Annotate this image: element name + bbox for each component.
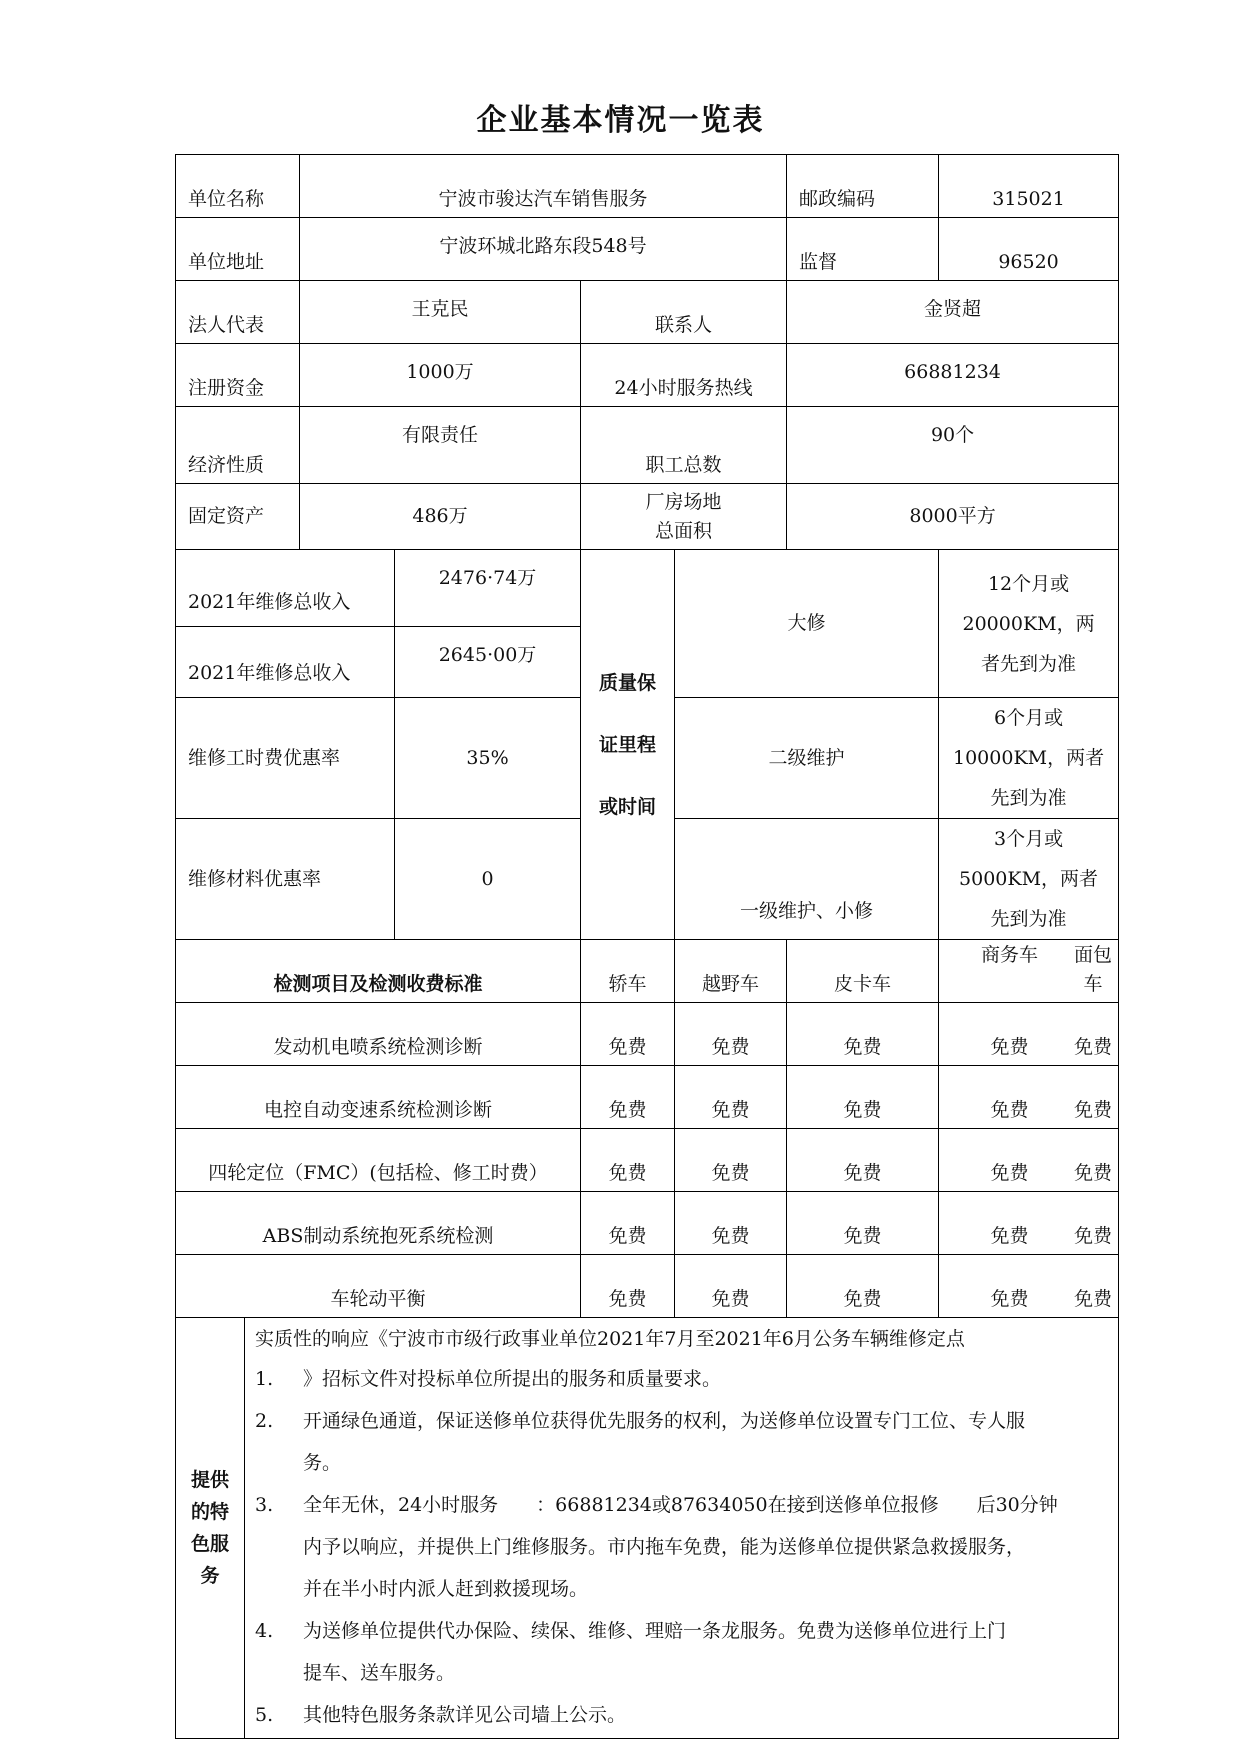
vehicle-type-header: [939, 940, 1119, 1003]
fee-cell: 免费: [1074, 1098, 1113, 1121]
fee-cell: 免费: [581, 1003, 675, 1066]
row-revenue-1: [176, 550, 1119, 627]
revenue-1-value: 2476·74万: [395, 550, 581, 627]
fee-cell: 免费: [990, 1224, 1029, 1247]
inspection-item: 电控自动变速系统检测诊断: [176, 1066, 581, 1129]
features-label-line2: 的特: [190, 1501, 229, 1523]
warranty-item: 二级维护: [675, 698, 939, 819]
warranty-term-line2: 先到为准: [990, 787, 1067, 809]
hotline-value: 66881234: [787, 344, 1119, 407]
inspection-header: 检测项目及检测收费标准: [176, 940, 581, 1003]
fee-pair: [939, 1129, 1119, 1192]
features-content: [245, 1318, 1119, 1739]
hotline-label: 24小时服务热线: [581, 344, 787, 407]
fee-cell: 免费: [581, 1066, 675, 1129]
supervision-value: 96520: [939, 218, 1119, 281]
contact-value: 金贤超: [787, 281, 1119, 344]
warranty-term: [939, 550, 1119, 698]
assets-label: 固定资产: [176, 484, 300, 550]
labor-discount-value: 35%: [395, 698, 581, 819]
fee-cell: 免费: [990, 1035, 1029, 1058]
legal-rep-value: 王克民: [300, 281, 581, 344]
feature-item: [255, 1358, 1112, 1400]
feature-line: 开通绿色通道，保证送修单位获得优先服务的权利，为送修单位设置专门工位、专人服: [303, 1410, 1026, 1432]
staff-value: 90个: [787, 407, 1119, 484]
fee-cell: 免费: [787, 1192, 939, 1255]
fee-cell: 免费: [675, 1129, 787, 1192]
feature-item: [255, 1484, 1112, 1610]
feature-number: 1.: [255, 1368, 274, 1390]
warranty-item: 大修: [675, 550, 939, 698]
quality-label-line1: 质量保: [599, 671, 657, 694]
warranty-term-line2: 先到为准: [990, 908, 1067, 930]
feature-number: 3.: [255, 1494, 274, 1516]
nature-value: 有限责任: [300, 407, 581, 484]
unit-name-label: 单位名称: [176, 155, 300, 218]
feature-line: 其他特色服务条款详见公司墙上公示。: [303, 1704, 627, 1726]
feature-number: 4.: [255, 1620, 274, 1642]
fee-cell: 免费: [675, 1066, 787, 1129]
unit-name-value: 宁波市骏达汽车销售服务: [300, 155, 787, 218]
fee-cell: 免费: [990, 1161, 1029, 1184]
feature-line: 提车、送车服务。: [303, 1662, 456, 1684]
fee-pair: [939, 1066, 1119, 1129]
fee-cell: 免费: [787, 1066, 939, 1129]
contact-label: 联系人: [581, 281, 787, 344]
area-label-line1: 厂房场地: [645, 491, 722, 513]
fee-cell: 免费: [787, 1129, 939, 1192]
row-nature: [176, 407, 1119, 484]
feature-line: 全年无休，24小时服务 ：66881234或87634050在接到送修单位报修 后30分钟: [303, 1494, 1058, 1516]
feature-line: 并在半小时内派人赶到救援现场。: [303, 1578, 589, 1600]
labor-discount-label: 维修工时费优惠率: [176, 698, 395, 819]
address-value: 宁波环城北路东段548号: [300, 218, 787, 281]
features-label: [176, 1318, 245, 1739]
row-capital: [176, 344, 1119, 407]
material-discount-value: 0: [395, 819, 581, 940]
feature-item: [255, 1400, 1112, 1484]
inspection-row: [176, 1129, 1119, 1192]
warranty-term: [939, 819, 1119, 940]
feature-line: 》招标文件对投标单位所提出的服务和质量要求。: [303, 1368, 722, 1390]
inspection-item: 发动机电喷系统检测诊断: [176, 1003, 581, 1066]
fee-cell: 免费: [1074, 1161, 1113, 1184]
fee-cell: 免费: [787, 1003, 939, 1066]
legal-rep-label: 法人代表: [176, 281, 300, 344]
fee-cell: 免费: [581, 1255, 675, 1318]
company-info-table: [175, 154, 1118, 1739]
address-label: 单位地址: [176, 218, 300, 281]
area-label-line2: 总面积: [655, 519, 713, 542]
features-row: [176, 1318, 1119, 1739]
inspection-row: [176, 1003, 1119, 1066]
feature-number: 5.: [255, 1704, 274, 1726]
fee-cell: 免费: [675, 1255, 787, 1318]
inspection-item: 车轮动平衡: [176, 1255, 581, 1318]
row-address: [176, 218, 1119, 281]
inspection-header-row: [176, 940, 1119, 1003]
fee-cell: 免费: [990, 1098, 1029, 1121]
fee-pair: [939, 1192, 1119, 1255]
area-value: 8000平方: [787, 484, 1119, 550]
fee-cell: 免费: [581, 1129, 675, 1192]
feature-item: [255, 1694, 1112, 1736]
vehicle-type-header: 轿车: [581, 940, 675, 1003]
warranty-term-line2: 者先到为准: [981, 652, 1077, 675]
row-assets: [176, 484, 1119, 550]
row-unit-name: [176, 155, 1119, 218]
capital-value: 1000万: [300, 344, 581, 407]
revenue-2-label: 2021年维修总收入: [176, 627, 395, 698]
row-legal-rep: [176, 281, 1119, 344]
fee-cell: 免费: [1074, 1224, 1113, 1247]
fee-pair: [939, 1003, 1119, 1066]
postcode-value: 315021: [939, 155, 1119, 218]
vehicle-type-header: 越野车: [675, 940, 787, 1003]
vehicle-type-header: 商务车: [981, 944, 1039, 966]
warranty-term-line1: 6个月或10000KM，两者: [953, 707, 1105, 769]
nature-label: 经济性质: [176, 407, 300, 484]
inspection-row: [176, 1066, 1119, 1129]
warranty-term-line1: 12个月或20000KM，两: [962, 572, 1095, 635]
capital-label: 注册资金: [176, 344, 300, 407]
fee-pair: [939, 1255, 1119, 1318]
inspection-item: ABS制动系统抱死系统检测: [176, 1192, 581, 1255]
inspection-row: [176, 1255, 1119, 1318]
fee-cell: 免费: [675, 1192, 787, 1255]
fee-cell: 免费: [581, 1192, 675, 1255]
page-title: 企业基本情况一览表: [476, 103, 765, 138]
feature-line: 务。: [303, 1452, 342, 1474]
inspection-row: [176, 1192, 1119, 1255]
material-discount-label: 维修材料优惠率: [176, 819, 395, 940]
features-intro: 实质性的响应《宁波市市级行政事业单位2021年7月至2021年6月公务车辆维修定点: [255, 1328, 965, 1350]
quality-label-line3: 或时间: [599, 795, 657, 818]
warranty-item: 一级维护、小修: [675, 819, 939, 940]
features-label-line1: 提供: [190, 1469, 229, 1491]
quality-guarantee-label: [581, 550, 675, 940]
fee-cell: 免费: [787, 1255, 939, 1318]
feature-item: [255, 1610, 1112, 1694]
staff-label: 职工总数: [581, 407, 787, 484]
revenue-1-label: 2021年维修总收入: [176, 550, 395, 627]
fee-cell: 免费: [1074, 1287, 1113, 1310]
area-label: [581, 484, 787, 550]
assets-value: 486万: [300, 484, 581, 550]
supervision-label: 监督: [787, 218, 939, 281]
fee-cell: 免费: [990, 1287, 1029, 1310]
feature-line: 内予以响应，并提供上门维修服务。市内拖车免费，能为送修单位提供紧急救援服务，: [303, 1536, 1026, 1558]
vehicle-type-header: 面包车: [1074, 944, 1113, 995]
warranty-term-line1: 3个月或5000KM，两者: [959, 828, 1099, 890]
vehicle-type-header: 皮卡车: [787, 940, 939, 1003]
quality-label-line2: 证里程: [599, 733, 657, 756]
fee-cell: 免费: [1074, 1035, 1113, 1058]
inspection-item: 四轮定位（FMC）(包括检、修工时费）: [176, 1129, 581, 1192]
feature-number: 2.: [255, 1410, 274, 1432]
feature-line: 为送修单位提供代办保险、续保、维修、理赔一条龙服务。免费为送修单位进行上门: [303, 1620, 1007, 1642]
revenue-2-value: 2645·00万: [395, 627, 581, 698]
fee-cell: 免费: [675, 1003, 787, 1066]
features-label-line4: 务: [200, 1565, 220, 1587]
features-label-line3: 色服: [190, 1533, 229, 1555]
warranty-term: [939, 698, 1119, 819]
postcode-label: 邮政编码: [787, 155, 939, 218]
